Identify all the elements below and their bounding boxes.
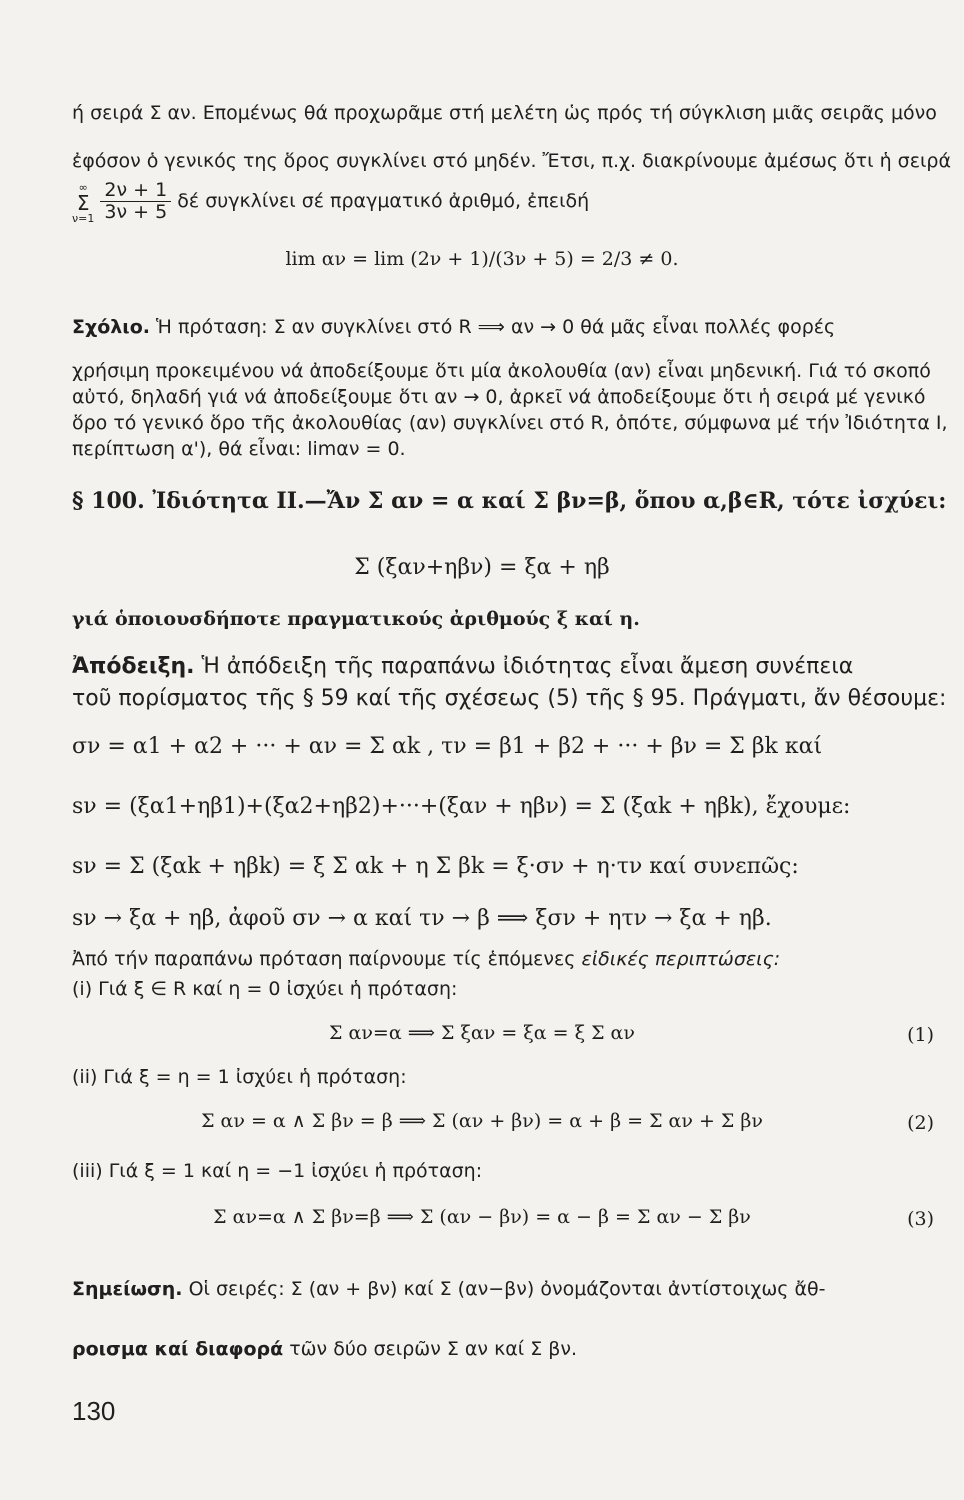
cases-intro bbox=[72, 946, 928, 972]
proof-equation-1: σν = α1 + α2 + ··· + αν = Σ αk , τν = β1 + β2 + ··· + βν = Σ βk καί bbox=[72, 734, 823, 759]
scholio-text: Ἡ πρόταση: Σ αν συγκλίνει στό R ⟹ αν → 0 θά μᾶς εἶναι πολλές φορές bbox=[156, 316, 836, 338]
text-fragment: τῶν δύο σειρῶν Σ αν καί Σ βν. bbox=[289, 1338, 578, 1360]
scholio-label: Σχόλιο. bbox=[72, 316, 150, 338]
text-line: τοῦ πορίσματος τῆς § 59 καί τῆς σχέσεως (5) τῆς § 95. Πράγματι, ἄν θέσουμε: bbox=[72, 686, 947, 711]
proof-equation-2: sν = (ξα1+ηβ1)+(ξα2+ηβ2)+···+(ξαν + ηβν) = Σ (ξαk + ηβk), ἔχουμε: bbox=[72, 794, 851, 819]
note-text: Οἱ σειρές: Σ (αν + βν) καί Σ (αν−βν) ὀνομάζονται ἀντίστοιχως ἄθ- bbox=[188, 1278, 826, 1300]
case-2-equation: Σ αν = α ∧ Σ βν = β ⟹ Σ (αν + βν) = α + β = Σ αν + Σ βν bbox=[201, 1110, 763, 1132]
text-line: χρήσιμη προκειμένου νά ἀποδείξουμε ὅτι μία ἀκολουθία (αν) εἶναι μηδενική. Γιά τό σκοπό bbox=[72, 360, 931, 382]
note-line bbox=[72, 1276, 928, 1302]
note-line-2 bbox=[72, 1336, 928, 1362]
proof-text: Ἡ ἀπόδειξη τῆς παραπάνω ἰδιότητας εἶναι ἄμεση συνέπεια bbox=[201, 654, 854, 679]
text-fragment: ροισμα καί διαφορά bbox=[72, 1338, 284, 1360]
text-line bbox=[72, 179, 928, 226]
text-line: ὅρο τό γενικό ὅρο τῆς ἀκολουθίας (αν) συγκλίνει στό R, ὁπότε, σύμφωνα μέ τήν Ἰδιότητα I, bbox=[72, 412, 948, 434]
proof-label: Ἀπόδειξη. bbox=[72, 654, 195, 679]
section-heading: § 100. Ἰδιότητα II.—Ἄν Σ αν = α καί Σ βν=β, ὅπου α,β∈R, τότε ἰσχύει: bbox=[72, 488, 947, 514]
equation-number: (3) bbox=[907, 1208, 934, 1230]
text-fragment: Ἀπό τήν παραπάνω πρόταση παίρνουμε τίς ἑπόμενες bbox=[72, 948, 576, 970]
sum-symbol: ∞ Σ ν=1 bbox=[72, 181, 95, 226]
case-3-equation: Σ αν=α ∧ Σ βν=β ⟹ Σ (αν − βν) = α − β = Σ αν − Σ βν bbox=[213, 1206, 751, 1228]
text-fragment: δέ συγκλίνει σέ πραγματικό ἀριθμό, ἐπειδή bbox=[177, 189, 590, 212]
text-line: ή σειρά Σ αν. Επομένως θά προχωρᾶμε στή μελέτη ὡς πρός τή σύγκλιση μιᾶς σειρᾶς μόνο bbox=[72, 102, 937, 124]
scholio-line bbox=[72, 314, 928, 340]
proof-line bbox=[72, 654, 928, 680]
proof-equation-4: sν → ξα + ηβ, ἀφοῦ σν → α καί τν → β ⟹ ξσν + ητν → ξα + ηβ. bbox=[72, 906, 772, 931]
equation-number: (2) bbox=[907, 1112, 934, 1134]
text-fragment: εἰδικές περιπτώσεις: bbox=[581, 948, 781, 970]
case-2: (ii) Γιά ξ = η = 1 ἰσχύει ἡ πρόταση: bbox=[72, 1066, 407, 1088]
equation-limit: lim αν = lim (2ν + 1)/(3ν + 5) = 2/3 ≠ 0. bbox=[285, 248, 679, 270]
text-line: περίπτωση α'), θά εἶναι: limαν = 0. bbox=[72, 438, 406, 460]
note-label: Σημείωση. bbox=[72, 1278, 183, 1300]
equation-number: (1) bbox=[907, 1024, 934, 1046]
fraction: $\frac{2\nu + 1}{3\nu + 5}$ bbox=[100, 180, 171, 223]
text-line: ἐφόσον ὁ γενικός της ὅρος συγκλίνει στό μηδέν. Ἔτσι, π.χ. διακρίνουμε ἀμέσως ὅτι ἡ σειρά bbox=[72, 150, 951, 172]
text-line: αὐτό, δηλαδή γιά νά ἀποδείξουμε ὅτι αν → 0, ἀρκεῖ νά ἀποδείξουμε ὅτι ἡ σειρά μέ γενικό bbox=[72, 386, 926, 408]
section-tail: γιά ὁποιουσδήποτε πραγματικούς ἀριθμούς ξ καί η. bbox=[72, 608, 640, 630]
case-3: (iii) Γιά ξ = 1 καί η = −1 ἰσχύει ἡ πρόταση: bbox=[72, 1160, 483, 1182]
proof-equation-3: sν = Σ (ξαk + ηβk) = ξ Σ αk + η Σ βk = ξ·σν + η·τν καί συνεπῶς: bbox=[72, 854, 799, 879]
case-1: (i) Γιά ξ ∈ R καί η = 0 ἰσχύει ἡ πρόταση: bbox=[72, 978, 458, 1000]
page-number: 130 bbox=[72, 1396, 116, 1426]
section-equation: Σ (ξαν+ηβν) = ξα + ηβ bbox=[354, 555, 610, 580]
case-1-equation: Σ αν=α ⟹ Σ ξαν = ξα = ξ Σ αν bbox=[329, 1022, 635, 1044]
